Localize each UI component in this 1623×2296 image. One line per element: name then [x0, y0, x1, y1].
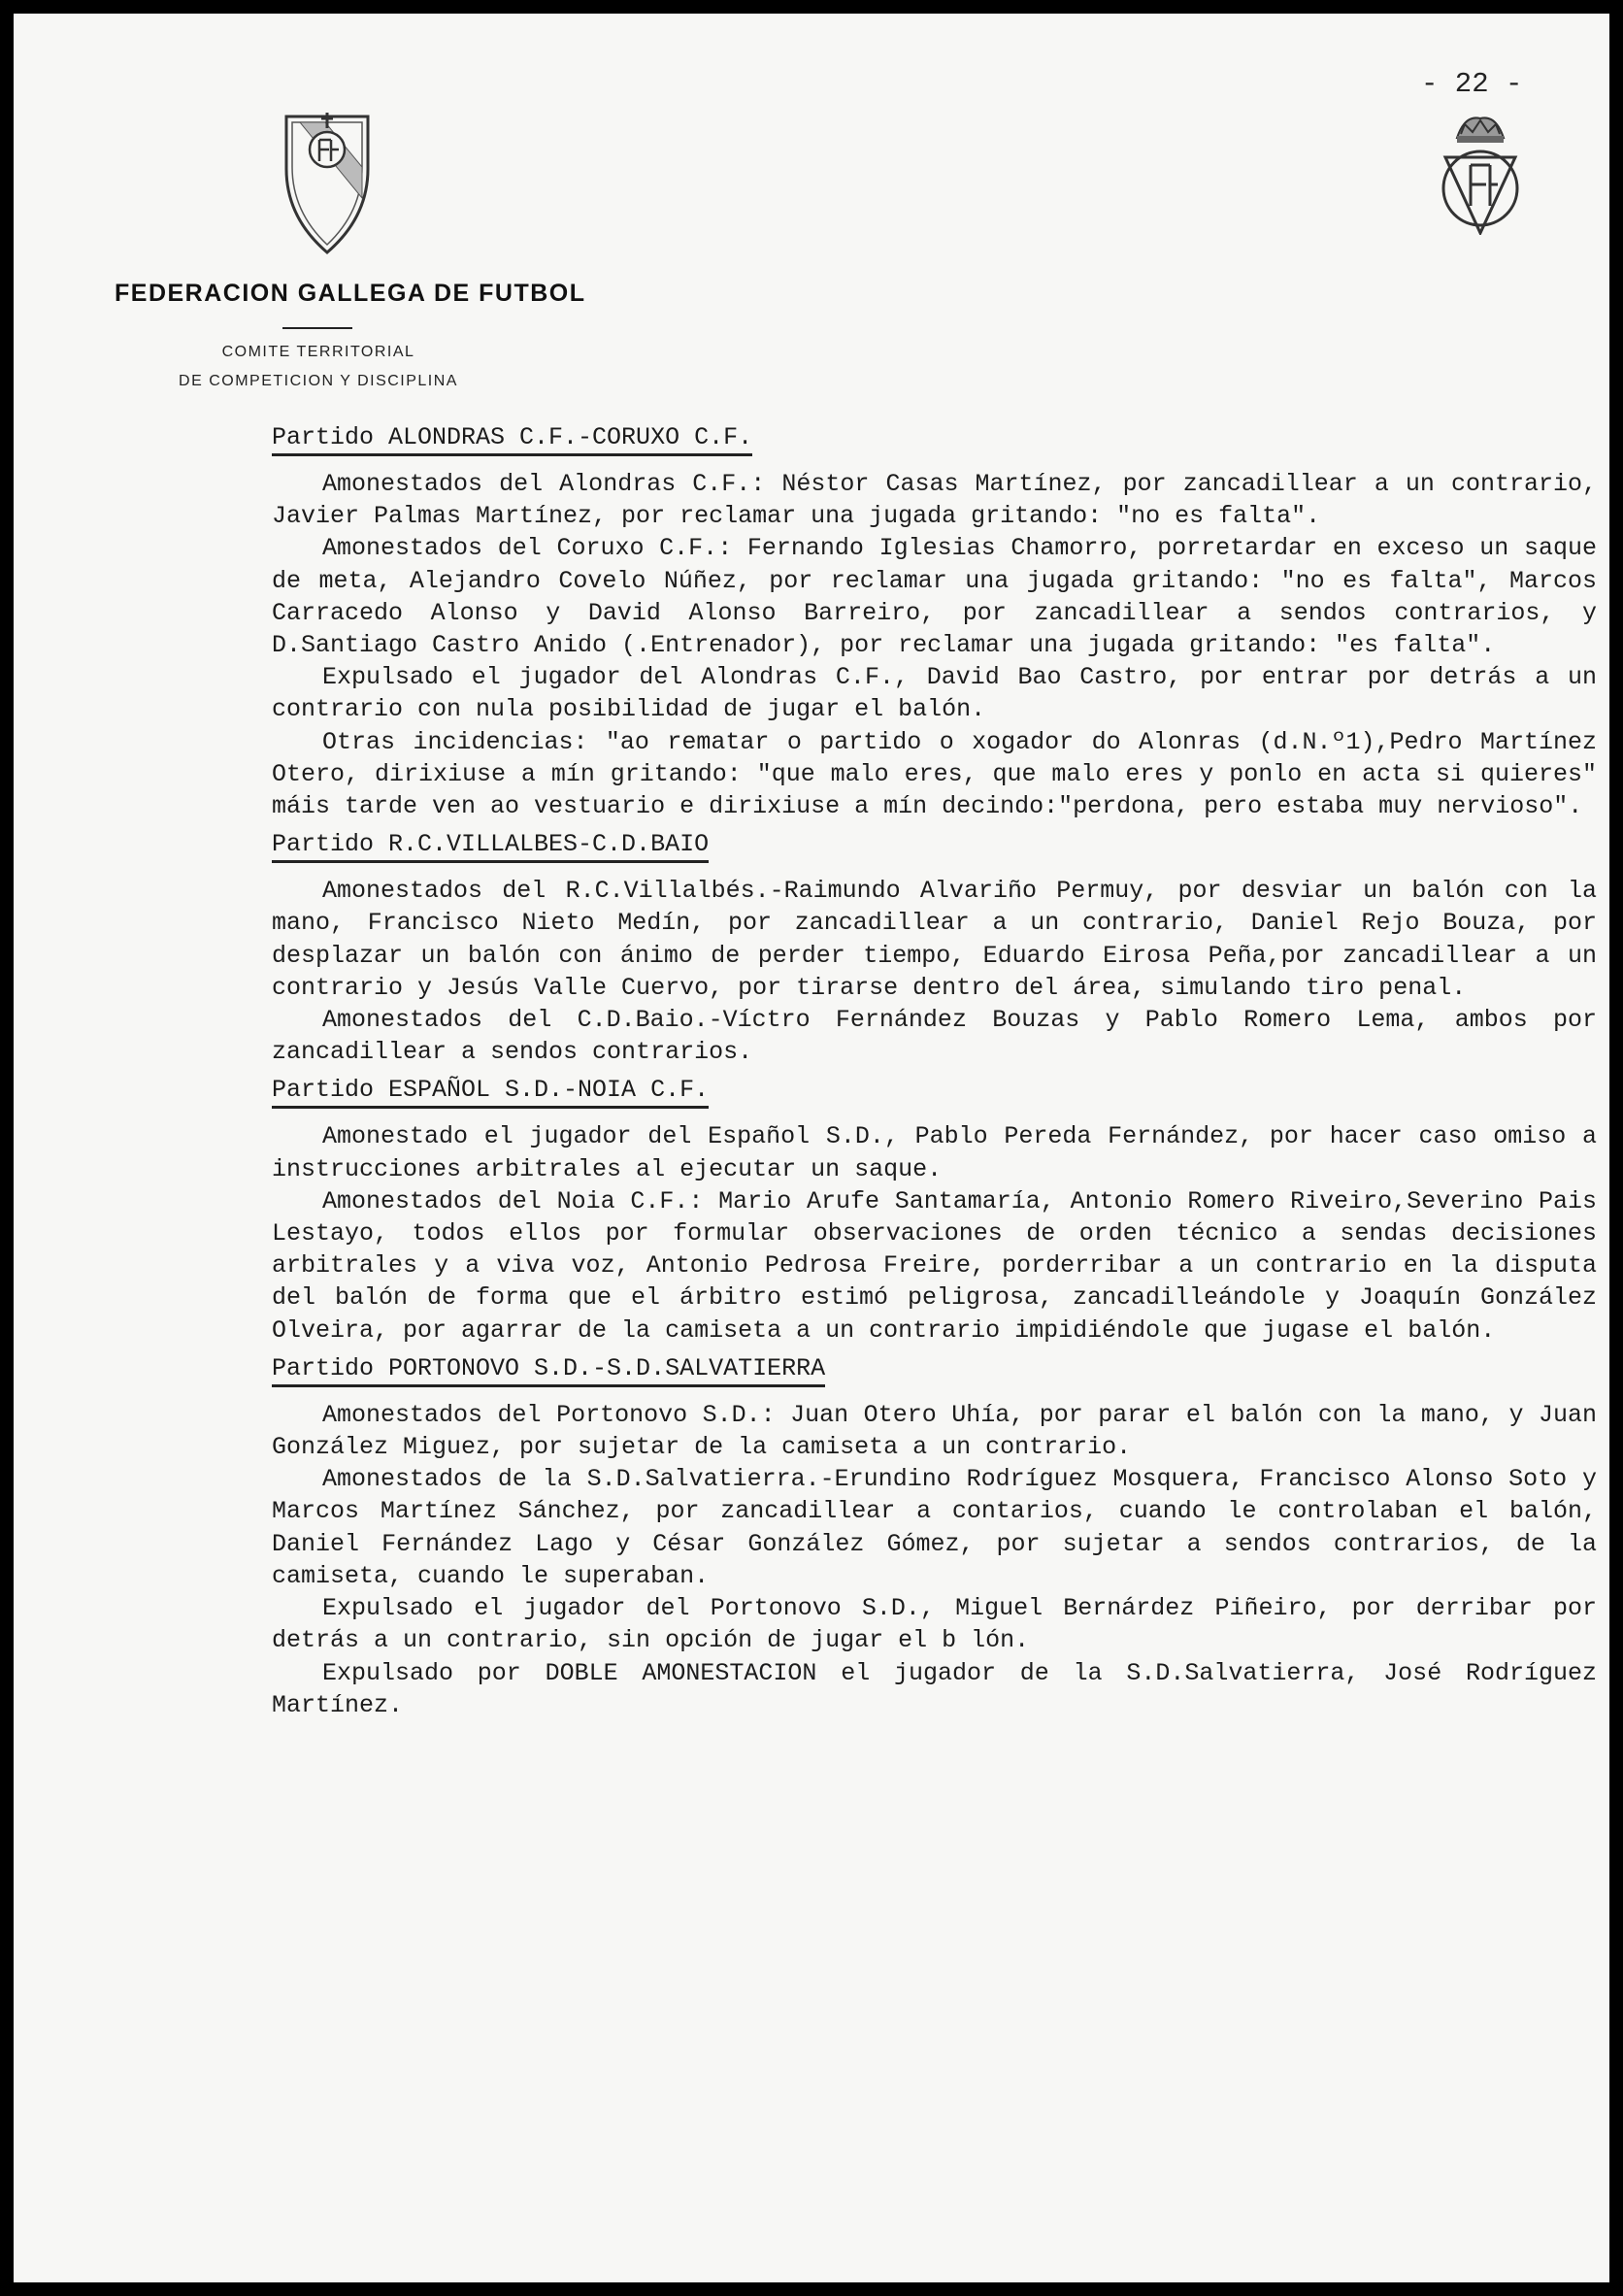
match-title: Partido PORTONOVO S.D.-S.D.SALVATIERRA [272, 1353, 825, 1387]
match-title: Partido ALONDRAS C.F.-CORUXO C.F. [272, 422, 752, 456]
match-title: Partido R.C.VILLALBES-C.D.BAIO [272, 829, 709, 863]
committee-name-line2: DE COMPETICION Y DISCIPLINA [179, 373, 458, 389]
paragraph: Amonestados del R.C.Villalbés.-Raimundo Alvariño Permuy, por desviar un balón con la mano, Francisco Nieto Medín, por zancadillear a un contrario, Daniel Rejo Bouza, por desplazar un balón con ánimo de perder tiempo, Eduardo Eirosa Peña,por zancadillear a un contrario y Jesús Valle Cuervo, por tirarse dentro del área, simulando tiro penal. [272, 877, 1597, 1002]
committee-name-line1: COMITE TERRITORIAL [221, 344, 415, 360]
document-body [272, 421, 1597, 1727]
match-section [272, 1074, 1597, 1346]
paragraph: Otras incidencias: "ao rematar o partido o xogador do Alonras (d.N.º1),Pedro Martínez Otero, dirixiuse a mín gritando: "que malo eres, que malo eres y ponlo en acta si quieres" máis tarde ven ao vestuario e dirixiuse a mín decindo:"perdona, pero estaba muy nervioso". [272, 727, 1597, 821]
paragraph: Amonestados del Alondras C.F.: Néstor Casas Martínez, por zancadillear a un contrario, Javier Palmas Martínez, por reclamar una jugada gritando: "no es falta". [272, 470, 1597, 531]
paragraph: Amonestado el jugador del Español S.D., Pablo Pereda Fernández, por hacer caso omiso a instrucciones arbitrales al ejecutar un saque. [272, 1122, 1597, 1183]
paragraph: Amonestados del C.D.Baio.-Víctro Fernández Bouzas y Pablo Romero Lema, ambos por zancadillear a sendos contrarios. [272, 1006, 1597, 1067]
header-divider [282, 327, 352, 329]
match-title: Partido ESPAÑOL S.D.-NOIA C.F. [272, 1075, 709, 1109]
paragraph: Expulsado por DOBLE AMONESTACION el jugador de la S.D.Salvatierra, José Rodríguez Martínez. [272, 1658, 1597, 1719]
page-number: - 22 - [1421, 68, 1523, 100]
paragraph: Expulsado el jugador del Portonovo S.D., Miguel Bernárdez Piñeiro, por derribar por detrás a un contrario, sin opción de jugar el b lón. [272, 1594, 1597, 1655]
document-page [14, 14, 1609, 2282]
match-section [272, 828, 1597, 1068]
match-section [272, 1352, 1597, 1721]
paragraph: Expulsado el jugador del Alondras C.F., David Bao Castro, por entrar por detrás a un contrario con nula posibilidad de jugar el balón. [272, 663, 1597, 724]
paragraph: Amonestados del Portonovo S.D.: Juan Otero Uhía, por parar el balón con la mano, y Juan González Miguez, por sujetar de la camiseta a un contrario. [272, 1400, 1597, 1462]
royal-federation-crest-logo [1436, 109, 1525, 235]
paragraph: Amonestados de la S.D.Salvatierra.-Erundino Rodríguez Mosquera, Francisco Alonso Soto y Marcos Martínez Sánchez, por zancadillear a contarios, cuando le controlaban el balón, Daniel Fernández Lago y César González Gómez, por sujetar a sendos contrarios, de la camiseta, cuando le superaban. [272, 1465, 1597, 1590]
federation-crest-logo [281, 111, 374, 256]
paragraph: Amonestados del Coruxo C.F.: Fernando Iglesias Chamorro, porretardar en exceso un saque de meta, Alejandro Covelo Núñez, por reclamar una jugada gritando: "no es falta", Marcos Carracedo Alonso y David Alonso Barreiro, por zancadillear a sendos contrarios, y D.Santiago Castro Anido (.Entrenador), por reclamar una jugada gritando: "es falta". [272, 534, 1597, 660]
federation-name: FEDERACION GALLEGA DE FUTBOL [115, 280, 586, 307]
paragraph: Amonestados del Noia C.F.: Mario Arufe Santamaría, Antonio Romero Riveiro,Severino Pais Lestayo, todos ellos por formular observaciones de orden técnico a sendas decisiones arbitrales y a viva voz, Antonio Pedrosa Freire, porderribar a un contrario en la disputa del balón de forma que el árbitro estimó peligrosa, zancadilleándole y Joaquín González Olveira, por agarrar de la camiseta a un contrario impidiéndole que jugase el balón. [272, 1186, 1597, 1345]
match-section [272, 421, 1597, 822]
